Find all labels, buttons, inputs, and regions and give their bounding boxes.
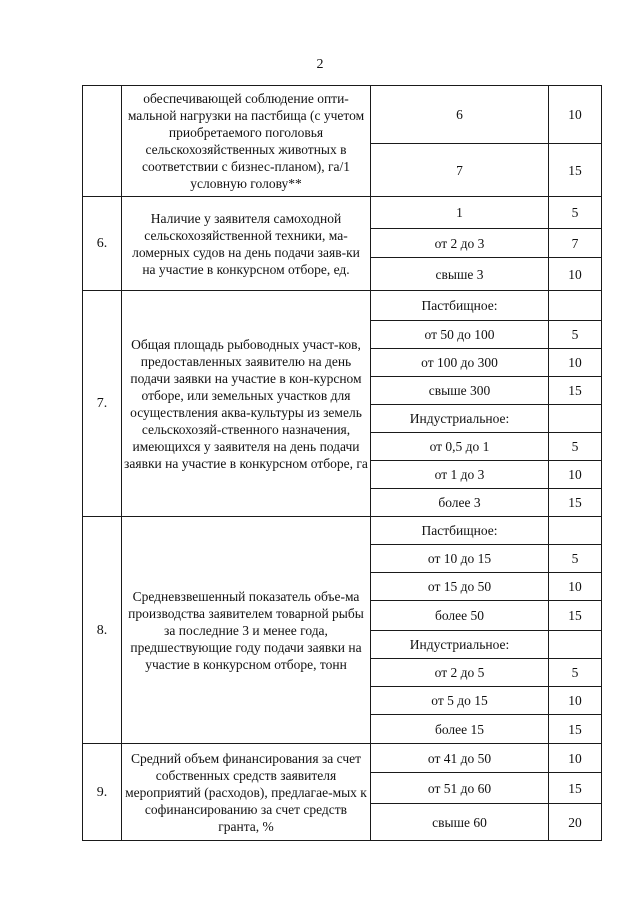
row7-criterion [121, 290, 371, 517]
row7-score [548, 432, 602, 461]
row7-value [370, 432, 549, 461]
row5-num-cell [82, 85, 122, 197]
row9-criterion-text: Средний объем финансирования за счет собственных средств заявителя мероприятий (расходов), предлагае-мых к софинансированию за счет средств гранта, % [125, 750, 367, 834]
row7-value [370, 460, 549, 489]
row6-score-text: 7 [571, 235, 579, 251]
row7-criterion-text: Общая площадь рыбоводных участ-ков, предоставленных заявителю на день подачи заявки на участие в кон-курсном отборе, или земельных участков для осуществления аква-культуры из земель сельскохозяй-ственного назначения, имеющихся у заявителя на день подачи заявки на участие в конкурсном отборе, га [124, 336, 368, 471]
row7-score-text: 10 [568, 467, 582, 482]
row9-value-text: от 41 до 50 [427, 750, 492, 766]
row7-value-text: от 50 до 100 [424, 327, 495, 342]
row6-criterion [121, 196, 371, 291]
row7-value [370, 376, 549, 405]
row6-value [370, 196, 549, 229]
row9-num [82, 743, 122, 841]
row8-num [82, 516, 122, 744]
row8-group-industrial-score [548, 630, 602, 659]
row8-group-industrial-text: Индустриальное: [409, 637, 510, 652]
row9-score [548, 743, 602, 773]
row7-score [548, 460, 602, 489]
row8-score [548, 714, 602, 744]
row8-score-text: 15 [568, 608, 582, 623]
row8-value [370, 686, 549, 715]
row8-score-text: 5 [571, 551, 579, 566]
row5-value-text: 6 [456, 107, 463, 122]
row6-num [82, 196, 122, 291]
row8-score [548, 686, 602, 715]
row7-value-text: от 100 до 300 [421, 355, 498, 370]
row8-score-text: 15 [568, 721, 582, 737]
row6-score [548, 228, 602, 258]
row8-value [370, 658, 549, 687]
row5-score [548, 143, 602, 197]
row7-value-text: более 3 [438, 495, 481, 510]
row8-value-text: от 5 до 15 [431, 693, 488, 708]
row7-num [82, 290, 122, 517]
row8-value [370, 572, 549, 601]
row6-criterion-text: Наличие у заявителя самоходной сельскохозяйственной техники, ма-ломерных судов на день подачи заяв-ки на участие в конкурсном отборе, ед. [132, 210, 360, 277]
row7-score-text: 15 [568, 495, 582, 510]
row8-num-text: 8. [96, 622, 108, 638]
row8-value-text: от 2 до 5 [434, 665, 485, 680]
row7-value [370, 488, 549, 517]
row9-num-text: 9. [96, 784, 108, 800]
row8-value-text: от 10 до 15 [427, 551, 492, 566]
row8-group-industrial [370, 630, 549, 659]
row9-score [548, 803, 602, 841]
row9-value-text: свыше 60 [432, 814, 487, 830]
row8-value [370, 544, 549, 573]
row5-criterion-text: обеспечивающей соблюдение опти-мальной нагрузки на пастбища (с учетом приобретаемого поголовья сельскохозяйственных животных в соответствии с бизнес-планом), га/1 условную голову** [127, 91, 365, 191]
row8-value-text: от 15 до 50 [427, 579, 492, 594]
row5-score [548, 85, 602, 144]
row7-group-industrial-score [548, 404, 602, 433]
row8-group-pasture-text: Пастбищное: [421, 523, 498, 538]
row8-value [370, 714, 549, 744]
row7-score-text: 5 [571, 327, 579, 342]
row7-group-pasture [370, 290, 549, 321]
row5-value-text: 7 [456, 162, 463, 178]
row7-group-industrial [370, 404, 549, 433]
row7-score-text: 5 [571, 439, 579, 454]
row8-score [548, 572, 602, 601]
row7-score [548, 348, 602, 377]
row9-score-text: 10 [568, 750, 582, 766]
row6-value [370, 257, 549, 291]
row7-score-text: 15 [568, 383, 582, 398]
row5-value [370, 85, 549, 144]
row9-value [370, 772, 549, 804]
row7-score [548, 376, 602, 405]
row7-score [548, 488, 602, 517]
row7-value-text: от 0,5 до 1 [429, 439, 490, 454]
row8-score-text: 10 [568, 693, 582, 708]
row9-value [370, 743, 549, 773]
row7-group-pasture-score [548, 290, 602, 321]
row6-value-text: свыше 3 [435, 266, 484, 282]
row8-group-pasture-score [548, 516, 602, 545]
row7-value-text: от 1 до 3 [434, 467, 485, 482]
row6-value-text: от 2 до 3 [434, 235, 485, 251]
row8-value-text: более 50 [434, 608, 485, 623]
row7-value [370, 320, 549, 349]
row9-value [370, 803, 549, 841]
row7-value [370, 348, 549, 377]
row8-score [548, 658, 602, 687]
row8-score-text: 5 [571, 665, 579, 680]
row9-value-text: от 51 до 60 [427, 780, 492, 796]
row6-value-text: 1 [456, 205, 463, 220]
row8-value [370, 600, 549, 631]
row9-score [548, 772, 602, 804]
row8-score-text: 10 [568, 579, 582, 594]
row7-num-text: 7. [96, 396, 108, 411]
row8-score [548, 600, 602, 631]
row9-score-text: 15 [568, 780, 582, 796]
row7-score [548, 320, 602, 349]
row8-score [548, 544, 602, 573]
row7-score-text: 10 [568, 355, 582, 370]
row7-value-text: свыше 300 [428, 383, 491, 398]
row7-group-industrial-text: Индустриальное: [409, 411, 510, 426]
row5-criterion [121, 85, 371, 197]
row6-score-text: 5 [571, 205, 579, 220]
row5-score-text: 10 [568, 107, 582, 122]
row6-score [548, 257, 602, 291]
row9-criterion [121, 743, 371, 841]
row7-group-pasture-text: Пастбищное: [421, 298, 498, 313]
row8-criterion-text: Средневзвешенный показатель объе-ма производства заявителем товарной рыбы за последние 3 и менее года, предшествующие году подачи заявки на участие в конкурсном отборе, тонн [128, 588, 364, 672]
row6-score [548, 196, 602, 229]
page-number: 2 [316, 57, 324, 72]
row9-score-text: 20 [568, 814, 582, 830]
row8-criterion [121, 516, 371, 744]
row6-score-text: 10 [568, 266, 582, 282]
row6-num-text: 6. [96, 236, 108, 251]
row5-score-text: 15 [568, 162, 582, 178]
row8-group-pasture [370, 516, 549, 545]
row6-value [370, 228, 549, 258]
row5-value [370, 143, 549, 197]
row8-value-text: более 15 [434, 721, 485, 737]
